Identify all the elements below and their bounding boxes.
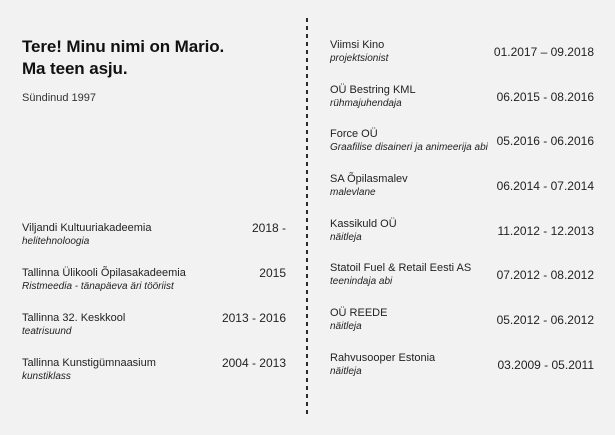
job-dates: 06.2014 - 07.2014 xyxy=(496,179,594,194)
title-line-2: Ma teen asju. xyxy=(22,59,128,78)
job-role: rühmajuhendaja xyxy=(330,97,402,109)
company-name: Rahvusooper Estonia xyxy=(330,351,436,364)
job-dates: 05.2012 - 06.2012 xyxy=(496,313,594,328)
education-item xyxy=(22,356,286,401)
company-name: Kassikuld OÜ xyxy=(330,217,397,230)
job-role: teenindaja abi xyxy=(330,276,393,288)
school-name: Tallinna 32. Keskkool xyxy=(22,312,126,324)
school-specialty: Ristmeedia - tänapäeva äri tööriist xyxy=(22,281,174,292)
experience-item xyxy=(330,351,594,396)
job-role: näitleja xyxy=(330,231,362,243)
birth-year: Sündinud 1997 xyxy=(22,92,97,104)
experience-item xyxy=(330,306,594,351)
experience-item xyxy=(330,83,594,128)
job-dates: 07.2012 - 08.2012 xyxy=(496,268,594,283)
education-item xyxy=(22,311,286,356)
title-line-1: Tere! Minu nimi on Mario. xyxy=(22,37,225,56)
job-role: projektsionist xyxy=(330,53,389,64)
experience-item xyxy=(330,217,594,262)
school-years: 2018 - xyxy=(251,221,286,235)
dashed-divider xyxy=(306,18,308,416)
job-dates: 05.2016 - 06.2016 xyxy=(496,134,594,149)
school-specialty: teatrisuund xyxy=(22,326,72,337)
experience-item xyxy=(330,38,594,83)
company-name: Statoil Fuel & Retail Eesti AS xyxy=(330,262,472,275)
page-title xyxy=(22,36,224,80)
school-years: 2013 - 2016 xyxy=(221,311,286,325)
school-years: 2004 - 2013 xyxy=(221,356,286,370)
school-years: 2015 xyxy=(259,266,286,280)
company-name: Viimsi Kino xyxy=(330,39,385,51)
school-specialty: helitehnoloogia xyxy=(22,236,90,247)
job-dates: 01.2017 – 09.2018 xyxy=(493,45,594,59)
school-specialty: kunstiklass xyxy=(22,371,71,382)
experience-item xyxy=(330,172,594,217)
company-name: Force OÜ xyxy=(330,128,378,141)
experience-item xyxy=(330,261,594,306)
experience-item xyxy=(330,127,594,172)
job-dates: 11.2012 - 12.2013 xyxy=(497,223,594,238)
job-role: näitleja xyxy=(330,321,362,333)
company-name: SA Õpilasmalev xyxy=(330,173,408,186)
job-dates: 03.2009 - 05.2011 xyxy=(497,357,594,372)
school-name: Tallinna Kunstigümnaasium xyxy=(22,357,156,369)
company-name: OÜ REEDE xyxy=(330,307,388,320)
job-role: malevlane xyxy=(330,187,376,199)
job-dates: 06.2015 - 08.2016 xyxy=(496,89,594,104)
job-role: Graafilise disaineri ja animeerija abi xyxy=(330,142,488,154)
job-role: näitleja xyxy=(330,365,362,377)
education-item xyxy=(22,266,286,311)
experience-list xyxy=(330,38,594,396)
education-item xyxy=(22,221,286,266)
company-name: OÜ Bestring KML xyxy=(330,83,416,96)
education-list xyxy=(22,221,286,401)
school-name: Viljandi Kultuuriakadeemia xyxy=(22,222,152,234)
school-name: Tallinna Ülikooli Õpilasakadeemia xyxy=(22,267,186,279)
